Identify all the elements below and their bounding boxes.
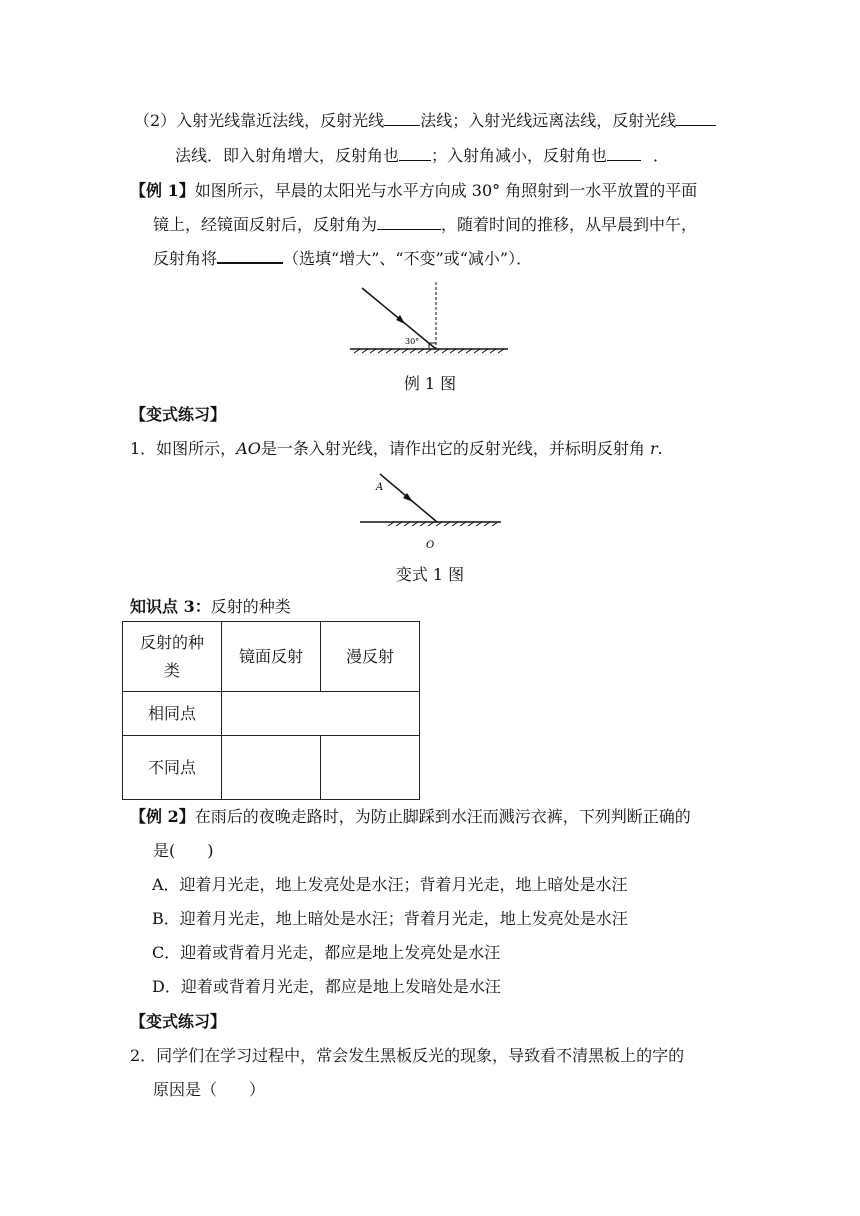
variant-heading-1: 【变式练习】 [130,405,227,424]
angle-label: 30° [405,337,420,346]
answer-blank[interactable] [377,214,441,230]
q2-text-2a: 法线．即入射角增大，反射角也 [175,146,400,165]
table-header-cell: 反射的种 类 [123,622,222,692]
table-cell-same[interactable] [222,692,420,736]
answer-blank[interactable] [399,145,431,161]
table-header-specular: 镜面反射 [222,622,321,692]
variant1-text-b: 是一条入射光线，请作出它的反射光线，并标明反射角 [260,439,650,458]
example2-line-1 [130,806,691,828]
option-d[interactable]: D．迎着或背着月光走，都应是地上发暗处是水汪 [152,977,501,996]
answer-blank[interactable] [676,110,716,126]
reflection-type-table [122,621,420,800]
variant1-text-a: 1．如图所示， [130,439,237,458]
variant1-caption: 变式 1 图 [395,565,465,584]
example1-text-2a: 镜上，经镜面反射后，反射角为 [153,215,378,234]
point-o-label: O [426,540,435,551]
answer-blank[interactable] [217,247,283,264]
table-cell-diff-specular[interactable] [222,736,321,800]
example1-figure [350,282,510,354]
example2-tag: 【例 2】 [130,807,195,826]
variant1-ao: AO [236,439,261,458]
variant1-r: r [649,439,658,458]
option-b[interactable]: B．迎着月光走，地上暗处是水汪；背着月光走，地上发亮处是水汪 [152,909,628,928]
example1-caption: 例 1 图 [403,374,457,393]
variant2-line-1: 2．同学们在学习过程中，常会发生黑板反光的现象，导致看不清黑板上的字的 [130,1046,685,1065]
q2-text-2b: ；入射角减小，反射角也 [431,146,608,165]
option-a[interactable]: A．迎着月光走，地上发亮处是水汪；背着月光走，地上暗处是水汪 [152,875,628,894]
knowledge3-heading [130,596,291,618]
q2-text-1a: （2）入射光线靠近法线，反射光线 [134,111,385,130]
example1-text-1: 如图所示，早晨的太阳光与水平方向成 30° 角照射到一水平放置的平面 [194,181,698,200]
table-row-label-same: 相同点 [123,692,222,736]
table-row-label-diff: 不同点 [123,736,222,800]
example2-text-1: 在雨后的夜晚走路时，为防止脚踩到水汪而溅污衣裤，下列判断正确的 [194,807,691,826]
variant1-figure [358,470,503,550]
example1-line-3 [153,247,532,270]
table-cell-diff-diffuse[interactable] [321,736,420,800]
q2-text-1b: 法线；入射光线远离法线，反射光线 [420,111,677,130]
knowledge3-subtitle: 反射的种类 [210,597,291,616]
variant2-line-2: 原因是（ ） [153,1080,266,1099]
table-header-diffuse: 漫反射 [321,622,420,692]
example1-line-1 [130,180,697,202]
example1-line-2 [153,214,697,236]
variant-heading-2: 【变式练习】 [130,1012,227,1031]
q2-line-2 [175,145,669,167]
example1-tag: 【例 1】 [130,181,195,200]
example1-text-2b: ，随着时间的推移，从早晨到中午， [441,215,698,234]
point-a-label: A [376,482,384,493]
option-c[interactable]: C．迎着或背着月光走，都应是地上发亮处是水汪 [152,943,501,962]
answer-blank[interactable] [384,110,420,126]
example1-text-3a: 反射角将 [153,249,218,268]
answer-blank[interactable] [607,145,641,161]
example2-line-2: 是( ) [153,841,214,860]
variant1-text-c: . [657,439,663,458]
q2-text-2c: ． [653,146,670,165]
q2-line-1 [134,110,716,132]
example1-text-3b: （选填“增大”、“不变”或“减小”）． [283,249,533,268]
variant1-line [130,438,663,460]
knowledge3-title: 知识点 3： [130,597,211,616]
